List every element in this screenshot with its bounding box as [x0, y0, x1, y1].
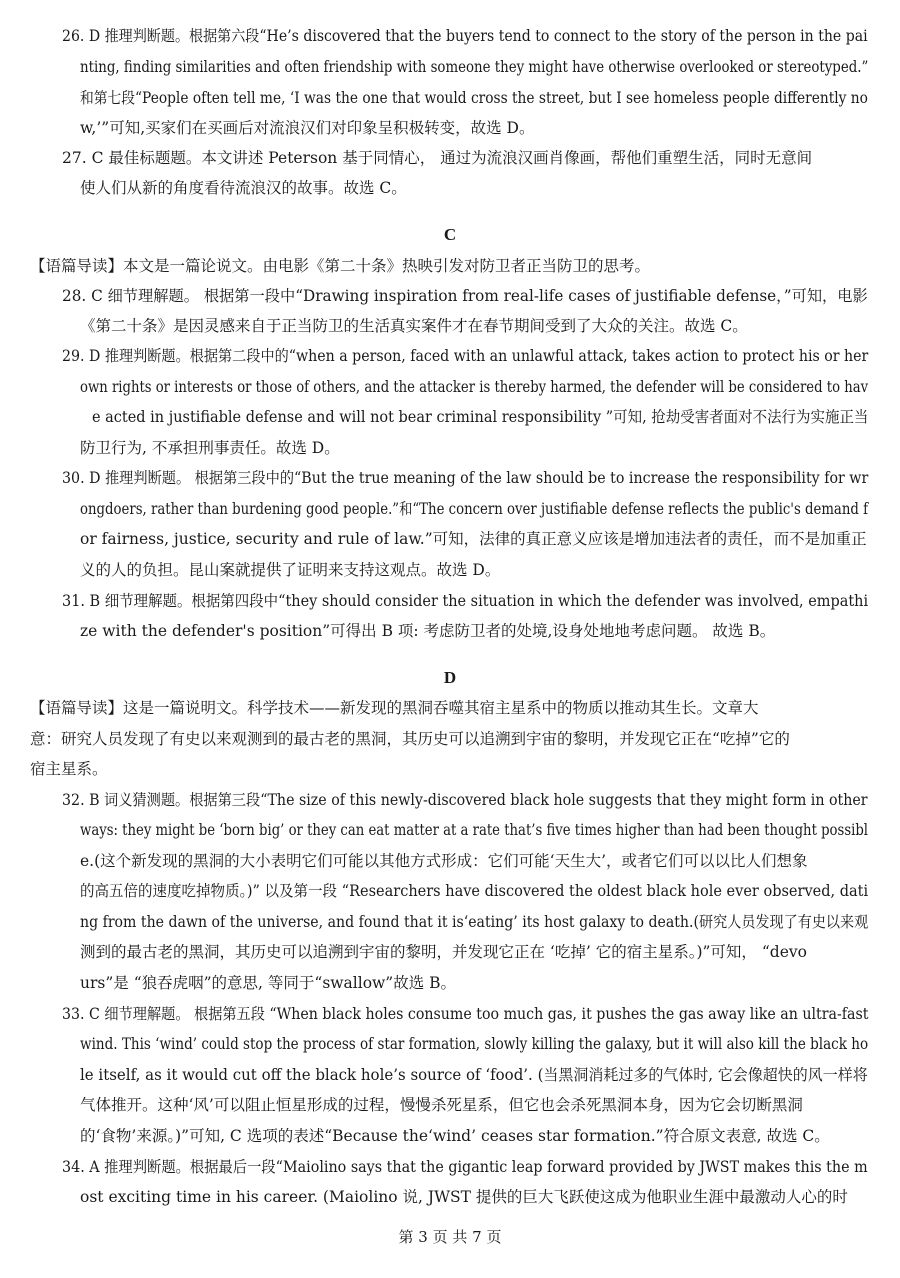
text-line: 32. B 词义猜测题。根据第三段“The size of this newly-discovered black hole suggests that they might form in other	[62, 791, 868, 809]
text-line: nting, finding similarities and often friendship with someone they might have otherwise overlooked or stereotyped.”	[80, 58, 869, 76]
text-line: ongdoers, rather than burdening good people.”和“The concern over justifiable defense reflects the public's demand f	[80, 500, 869, 518]
text-line: 气体推开。这种‘风’可以阻止恒星形成的过程，慢慢杀死星系，但它也会杀死黑洞本身，因为它会切断黑洞	[80, 1096, 803, 1114]
text-line: le itself, as it would cut off the black hole’s source of ‘food’. (当黑洞消耗过多的气体时, 它会像超快的风一样将	[80, 1066, 868, 1084]
text-line: 《第二十条》是因灵感来自于正当防卫的生活真实案件才在春节期间受到了大众的关注。故选 C。	[80, 317, 748, 335]
text-line: wind. This ‘wind’ could stop the process of star formation, slowly killing the galaxy, but it will also kill the black ho	[80, 1035, 869, 1053]
text-line: 34. A 推理判断题。根据最后一段“Maiolino says that the gigantic leap forward provided by JWST makes this the m	[62, 1158, 868, 1176]
text-line: 和第七段“People often tell me, ‘I was the one that would cross the street, but I see homeless people differently no	[80, 89, 868, 107]
text-line: e.(这个新发现的黑洞的大小表明它们可能以其他方式形成：它们可能‘天生大’，或者它们可以以比人们想象	[80, 852, 808, 870]
text-line: 的高五倍的速度吃掉物质。)” 以及第一段 “Researchers have discovered the oldest black hole ever observed, dati	[80, 882, 869, 900]
text-line: 使人们从新的角度看待流浪汉的故事。故选 C。	[80, 179, 407, 197]
text-line: 防卫行为, 不承担刑事责任。故选 D。	[80, 439, 340, 457]
text-line: 28. C 细节理解题。 根据第一段中“Drawing inspiration from real-life cases of justifiable defense，”可知，电影	[62, 287, 868, 305]
page-footer: 第 3 页 共 7 页	[398, 1228, 502, 1246]
text-line: e acted in justifiable defense and will not bear criminal responsibility ”可知, 抢劫受害者面对不法行为实施正当	[92, 408, 869, 426]
text-line: ways: they might be ‘born big’ or they can eat matter at a rate that’s five times higher than had been thought possibl	[80, 821, 869, 839]
text-line: ze with the defender's position”可得出 B 项: 考虑防卫者的处境,设身处地地考虑问题。 故选 B。	[80, 622, 776, 640]
text-line: 宿主星系。	[30, 760, 108, 778]
text-line: ng from the dawn of the universe, and found that it is‘eating’ its host galaxy to death.(研究人员发现了有史以来观	[80, 913, 869, 931]
text-line: 义的人的负担。昆山案就提供了证明来支持这观点。故选 D。	[80, 561, 501, 579]
text-line: 【语篇导读】本文是一篇论说文。由电影《第二十条》热映引发对防卫者正当防卫的思考。	[30, 257, 651, 275]
text-line: 测到的最古老的黑洞，其历史可以追溯到宇宙的黎明，并发现它正在 ‘吃掉’ 它的宿主星系。)”可知， “devo	[80, 943, 807, 961]
text-line: ost exciting time in his career. (Maiolino 说, JWST 提供的巨大飞跃使这成为他职业生涯中最激动人心的时	[80, 1188, 848, 1206]
text-line: own rights or interests or those of others, and the attacker is thereby harmed, the defender will be considered to hav	[80, 378, 869, 396]
text-line: 33. C 细节理解题。 根据第五段 “When black holes consume too much gas, it pushes the gas away like an ultra-fast	[62, 1005, 869, 1023]
text-line: urs”是 “狼吞虎咽”的意思, 等同于“swallow”故选 B。	[80, 974, 457, 992]
text-line: w,’”可知,买家们在买画后对流浪汉们对印象呈积极转变，故选 D。	[80, 119, 535, 137]
text-line: 30. D 推理判断题。 根据第三段中的“But the true meaning of the law should be to increase the responsibility for wr	[62, 469, 869, 487]
section-heading-d: D	[443, 668, 457, 687]
text-line: 的‘食物’来源。)”可知, C 选项的表述“Because the‘wind’ ceases star formation.”符合原文表意, 故选 C。	[80, 1127, 830, 1145]
text-line: 意：研究人员发现了有史以来观测到的最古老的黑洞，其历史可以追溯到宇宙的黎明，并发现它正在“吃掉”它的	[30, 730, 790, 748]
text-line: or fairness, justice, security and rule of law.”可知，法律的真正意义应该是增加违法者的责任，而不是加重正	[80, 530, 867, 548]
text-line: 26. D 推理判断题。根据第六段“He’s discovered that the buyers tend to connect to the story of the person in the pai	[62, 27, 868, 45]
section-heading-c: C	[443, 225, 457, 244]
text-line: 29. D 推理判断题。根据第二段中的“when a person, faced with an unlawful attack, takes action to protect his or her	[62, 347, 869, 365]
text-line: 31. B 细节理解题。根据第四段中“they should consider the situation in which the defender was involved, empathi	[62, 592, 869, 610]
text-line: 27. C 最佳标题题。本文讲述 Peterson 基于同情心， 通过为流浪汉画肖像画，帮他们重塑生活，同时无意间	[62, 149, 813, 167]
text-line: 【语篇导读】这是一篇说明文。科学技术——新发现的黑洞吞噬其宿主星系中的物质以推动其生长。文章大	[30, 699, 759, 717]
